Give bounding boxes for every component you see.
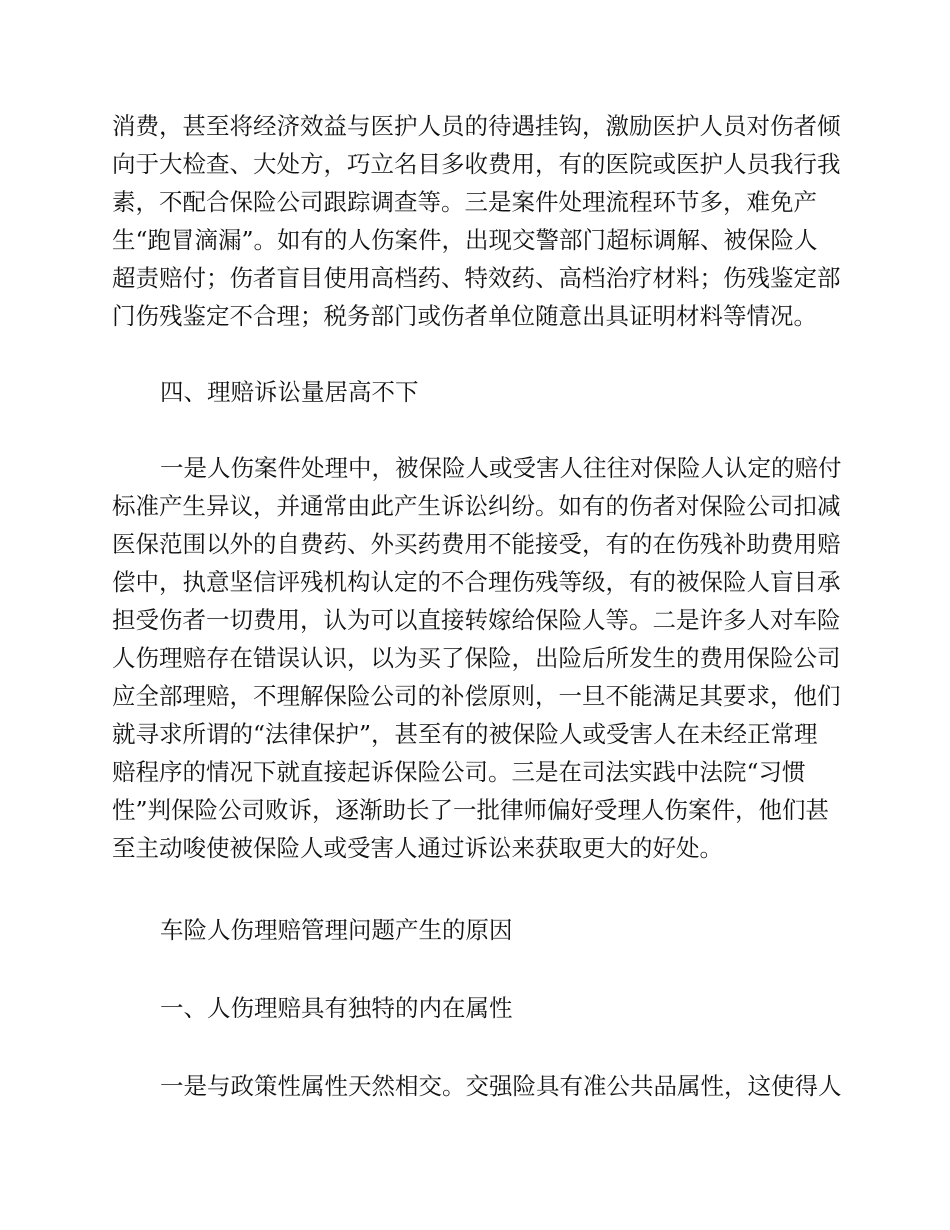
- text-line: 赔程序的情况下就直接起诉保险公司。三是在司法实践中法院“习惯: [112, 758, 806, 786]
- text-line: 标准产生异议，并通常由此产生诉讼纠纷。如有的伤者对保险公司扣减: [112, 492, 841, 520]
- text-line: 门伤残鉴定不合理；税务部门或伤者单位随意出具证明材料等情况。: [112, 302, 817, 330]
- text-line: 性”判保险公司败诉，逐渐助长了一批律师偏好受理人伤案件，他们甚: [112, 796, 830, 824]
- text-line: 偿中，执意坚信评残机构认定的不合理伤残等级，有的被保险人盲目承: [112, 568, 841, 596]
- text-line: 消费，甚至将经济效益与医护人员的待遇挂钩，激励医护人员对伤者倾: [112, 112, 841, 140]
- text-line: 担受伤者一切费用，认为可以直接转嫁给保险人等。二是许多人对车险: [112, 606, 841, 634]
- text-line: 素，不配合保险公司跟踪调查等。三是案件处理流程环节多，难免产: [112, 188, 817, 216]
- text-line: 医保范围以外的自费药、外买药费用不能接受，有的在伤残补助费用赔: [112, 530, 841, 558]
- text-line: 向于大检查、大处方，巧立名目多收费用，有的医院或医护人员我行我: [112, 150, 841, 178]
- text-line: 一是人伤案件处理中，被保险人或受害人往往对保险人认定的赔付: [160, 454, 842, 482]
- text-line: 就寻求所谓的“法律保护”，甚至有的被保险人或受害人在未经正常理: [112, 720, 818, 748]
- text-line: 生“跑冒滴漏”。如有的人伤案件，出现交警部门超标调解、被保险人: [112, 226, 818, 254]
- section-heading: 一、人伤理赔具有独特的内在属性: [160, 994, 513, 1022]
- text-line: 至主动唆使被保险人或受害人通过诉讼来获取更大的好处。: [112, 834, 723, 862]
- text-line: 人伤理赔存在错误认识，以为买了保险，出险后所发生的费用保险公司: [112, 644, 841, 672]
- section-title: 车险人伤理赔管理问题产生的原因: [160, 916, 513, 944]
- text-line: 超责赔付；伤者盲目使用高档药、特效药、高档治疗材料；伤残鉴定部: [112, 264, 841, 292]
- text-line: 一是与政策性属性天然相交。交强险具有准公共品属性，这使得人: [160, 1072, 842, 1100]
- text-line: 应全部理赔，不理解保险公司的补偿原则，一旦不能满足其要求，他们: [112, 682, 841, 710]
- section-heading: 四、理赔诉讼量居高不下: [160, 378, 419, 406]
